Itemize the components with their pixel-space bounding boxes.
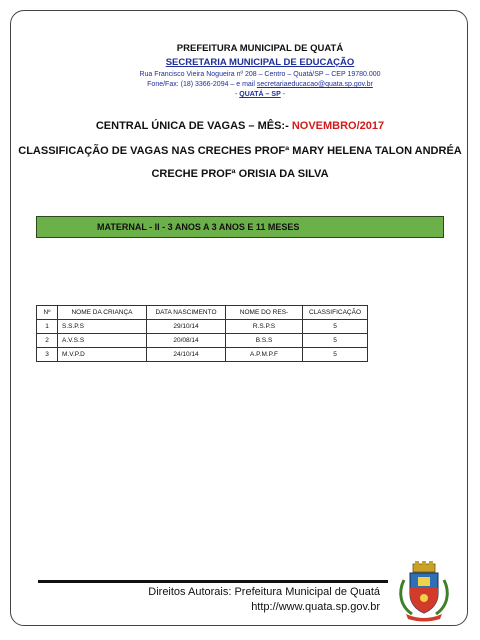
col-classification: CLASSIFICAÇÃO (303, 306, 368, 320)
cell-child-name: S.S.P.S (58, 320, 147, 334)
cell-birth-date: 29/10/14 (147, 320, 226, 334)
footer-url[interactable]: http://www.quata.sp.gov.br (251, 601, 380, 613)
cell-classification: 5 (303, 320, 368, 334)
table-row (37, 334, 368, 348)
cell-birth-date: 20/08/14 (147, 334, 226, 348)
letterhead-department: SECRETARIA MUNICIPAL DE EDUCAÇÃO (165, 57, 355, 68)
letterhead-name: PREFEITURA MUNICIPAL DE QUATÁ (176, 43, 344, 54)
footer-copyright: Direitos Autorais: Prefeitura Municipal de Quatá (148, 586, 380, 598)
page-title (0, 120, 480, 132)
letterhead-city (20, 91, 480, 98)
cell-number: 2 (37, 334, 58, 348)
col-child-name: NOME DA CRIANÇA (58, 306, 147, 320)
municipal-crest-icon (396, 560, 452, 622)
col-guardian-name: NOME DO RES- (226, 306, 303, 320)
cell-number: 3 (37, 348, 58, 362)
title-prefix: CENTRAL ÚNICA DE VAGAS – MÊS:- (95, 120, 292, 132)
cell-guardian-name: B.S.S (226, 334, 303, 348)
cell-child-name: A.V.S.S (58, 334, 147, 348)
cell-guardian-name: R.S.P.S (226, 320, 303, 334)
table-row (37, 320, 368, 334)
vacancy-table (36, 305, 368, 362)
col-birth-date: DATA NASCIMENTO (147, 306, 226, 320)
footer-divider (38, 580, 388, 583)
letterhead-contact (20, 81, 480, 88)
cell-guardian-name: A.P.M.P.F (226, 348, 303, 362)
letterhead-address: Rua Francisco Vieira Nogueira nº 208 – Centro – Quatá/SP – CEP 19780.000 (139, 71, 381, 78)
cell-child-name: M.V.P.D (58, 348, 147, 362)
cell-number: 1 (37, 320, 58, 334)
table-row (37, 348, 368, 362)
cell-birth-date: 24/10/14 (147, 348, 226, 362)
letterhead-phone: Fone/Fax: (18) 3366-2094 – e mail (147, 81, 257, 88)
col-number: Nº (37, 306, 58, 320)
cell-classification: 5 (303, 348, 368, 362)
title-month: NOVEMBRO/2017 (291, 120, 385, 132)
age-group-banner: MATERNAL - II - 3 ANOS A 3 ANOS E 11 MESES (36, 216, 444, 238)
page-subtitle: CLASSIFICAÇÃO DE VAGAS NAS CRECHES PROFª MARY HELENA TALON ANDRÉA (18, 145, 462, 157)
table-header-row (37, 306, 368, 320)
creche-name: CRECHE PROFª ORISIA DA SILVA (151, 168, 329, 180)
letterhead-email[interactable]: secretariaeducacao@quata.sp.gov.br (256, 81, 373, 88)
city-prefix: - (234, 91, 240, 98)
city-name: QUATÁ – SP (239, 91, 281, 98)
city-suffix: - (280, 91, 286, 98)
cell-classification: 5 (303, 334, 368, 348)
